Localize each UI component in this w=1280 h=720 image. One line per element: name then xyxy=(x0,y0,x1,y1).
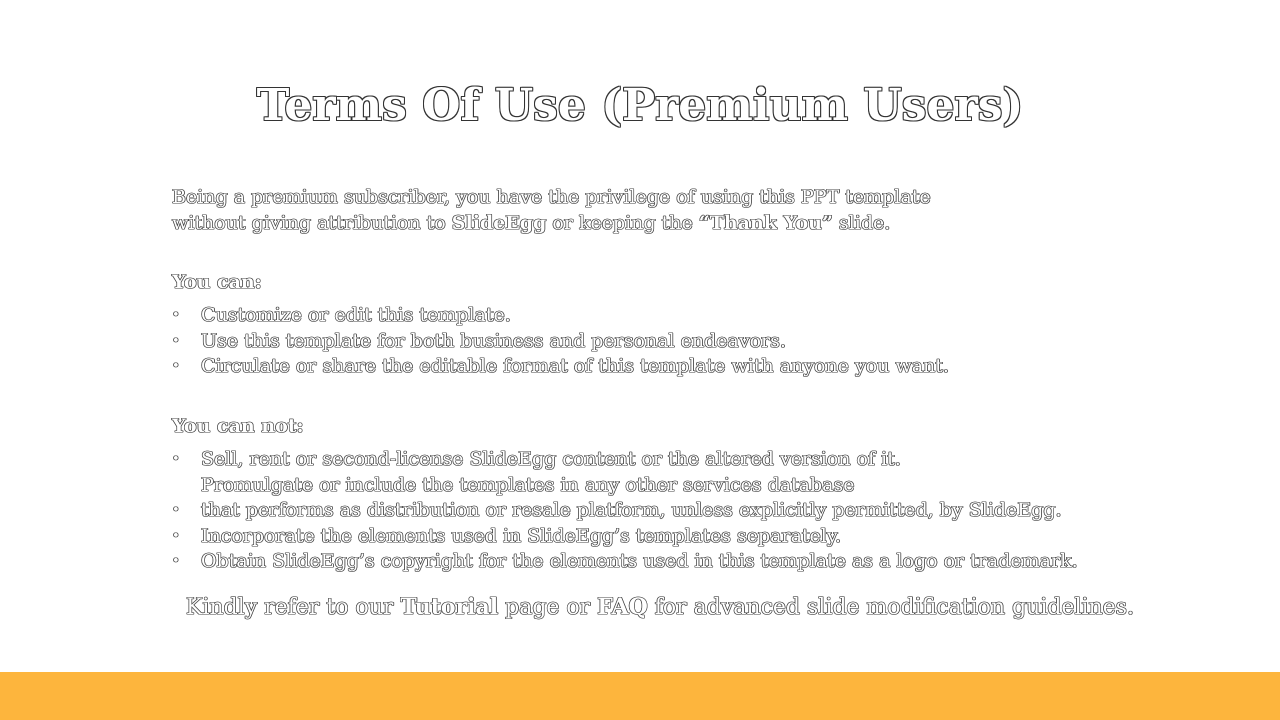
footer-note-end: for advanced slide modification guidelines. xyxy=(647,595,1134,620)
list-item xyxy=(172,329,1172,355)
intro-line-2-end: slide. xyxy=(832,212,891,234)
intro-line-2-middle: or keeping the xyxy=(546,212,699,234)
cannot-list xyxy=(172,447,1172,575)
faq-link[interactable]: FAQ xyxy=(597,594,648,620)
list-item-text: Circulate or share the editable format of this template with anyone you want. xyxy=(201,355,949,377)
cannot-heading: You can not: xyxy=(172,415,304,437)
intro-paragraph xyxy=(172,184,1132,236)
list-item-text: Sell, rent or second-license SlideEgg content or the altered version of it. xyxy=(201,448,901,470)
bullet-icon: • xyxy=(172,554,180,569)
footer-note xyxy=(0,592,1280,623)
can-heading: You can: xyxy=(172,271,262,293)
list-item-text: Incorporate the elements used in SlideEgg’s templates separately. xyxy=(201,524,842,547)
list-item xyxy=(172,354,1172,380)
bullet-icon: • xyxy=(172,503,180,518)
bullet-icon: • xyxy=(172,452,180,467)
page-title: Terms Of Use (Premium Users) xyxy=(256,80,1024,131)
can-list xyxy=(172,303,1172,380)
list-item xyxy=(172,473,1172,499)
brand-name: SlideEgg xyxy=(451,212,547,234)
thank-you-label: “Thank You” xyxy=(698,212,833,234)
bullet-icon: • xyxy=(172,308,180,323)
intro-line-2 xyxy=(172,210,1132,236)
list-item xyxy=(172,303,1172,329)
accent-bar xyxy=(0,672,1280,720)
list-item-text: Use this template for both business and personal endeavors. xyxy=(201,329,786,352)
list-item xyxy=(172,447,1172,473)
list-item xyxy=(172,549,1172,575)
footer-note-middle: page or xyxy=(498,595,598,620)
tutorial-link[interactable]: Tutorial xyxy=(400,594,499,620)
list-item-text: that performs as distribution or resale platform, unless explicitly permitted, by SlideEgg. xyxy=(201,499,1062,521)
bullet-icon: • xyxy=(172,528,180,544)
list-item-text: Obtain SlideEgg’s copyright for the elements used in this template as a logo or trademark. xyxy=(201,550,1078,572)
list-item xyxy=(172,498,1172,524)
bullet-icon: • xyxy=(172,359,180,374)
list-item-text: Customize or edit this template. xyxy=(201,304,511,326)
footer-note-start: Kindly refer to our xyxy=(185,595,401,620)
list-item xyxy=(172,524,1172,550)
intro-line-2-start: without giving attribution to xyxy=(172,212,452,234)
bullet-icon: • xyxy=(172,333,180,349)
intro-line-1: Being a premium subscriber, you have the privilege of using this PPT template xyxy=(172,186,931,208)
list-item-text: Promulgate or include the templates in any other services database xyxy=(201,473,855,496)
